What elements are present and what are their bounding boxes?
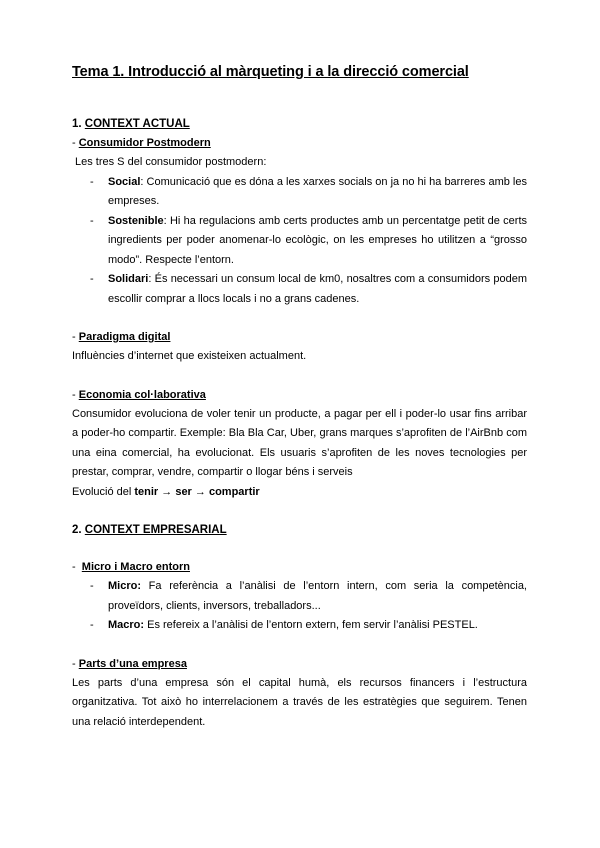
item-term: Micro: — [108, 580, 141, 592]
paradigma-text: Influències d’internet que existeixen actualment. — [72, 350, 307, 362]
subsection-dash: - — [72, 388, 76, 401]
list-item: - Solidari: És necessari un consum local de km0, nosaltres com a consumidors podem escollir comprar a llocs locals i no a grans cadenes. — [90, 273, 527, 305]
section-number: 2. — [72, 524, 82, 536]
item-term: Social — [108, 175, 141, 188]
document-title: Tema 1. Introducció al màrqueting i a la direcció comercial — [72, 64, 469, 80]
subsection-title: Economia col·laborativa — [78, 388, 206, 401]
evolucio-bold: tenir → ser → compartir — [134, 485, 260, 498]
section-number: 1. — [72, 118, 82, 130]
subsection-economia-heading — [72, 386, 527, 405]
subsection-micro-heading — [72, 558, 527, 577]
section-1-heading — [72, 115, 527, 134]
subsection-title: Paradigma digital — [78, 331, 171, 343]
section-title: CONTEXT EMPRESARIAL — [84, 524, 227, 536]
subsection-dash: - — [72, 657, 76, 670]
subsection-consumidor-heading — [72, 134, 527, 153]
list-item: - Sostenible: Hi ha regulacions amb certs productes amb un percentatge petit de certs ingredients per poder anomenar-lo ecològic, on les empreses ho utilitzen a “grosso modo”. Respecte l’entorn. — [90, 214, 527, 266]
section-2-heading — [72, 521, 527, 540]
economia-text: Consumidor evoluciona de voler tenir un producte, a pagar per ell i poder-lo usar fins arribar a poder-ho compartir. Exemple: Bla Bla Car, Uber, grans marques s’aprofiten de l’AirBnb com una eina comercial, ha evolucionat. Els usuaris s’aprofiten de les noves tecnologies per prestar, comprar, vendre, compartir o llogar béns i serveis — [72, 407, 527, 478]
document-page — [72, 62, 527, 732]
parts-text: Les parts d’una empresa són el capital humà, els recursos financers i l’estructura organitzativa. Tot això ho interrelacionem a través de les estratègies que seguirem. Tenen una relació interdependent. — [72, 676, 527, 728]
consumidor-list — [72, 173, 527, 310]
subsection-dash: - — [72, 561, 76, 573]
evolucio-prefix: Evolució del — [72, 485, 135, 498]
economia-evolucio — [72, 483, 527, 503]
item-text: : És necessari un consum local de km0, nosaltres com a consumidors podem escollir comprar a llocs locals i no a grans cadenes. — [108, 273, 527, 305]
micro-list — [72, 577, 527, 636]
list-item: - Macro: Es refereix a l’anàlisi de l’entorn extern, fem servir l’anàlisi PESTEL. — [90, 619, 478, 631]
item-text: : Comunicació que es dóna a les xarxes socials on ja no hi ha barreres amb les empreses. — [108, 175, 527, 207]
subsection-title: Micro i Macro entorn — [81, 561, 190, 573]
subsection-title: Parts d’una empresa — [78, 657, 187, 670]
item-term: Solidari — [108, 273, 149, 285]
item-text: Fa referència a l’anàlisi de l’entorn intern, com seria la competència, proveïdors, clients, inversors, treballadors... — [108, 580, 527, 612]
item-term: Sostenible — [108, 214, 164, 227]
item-term: Macro: — [108, 619, 145, 631]
subsection-dash: - — [72, 137, 76, 149]
subsection-parts-heading — [72, 655, 527, 674]
list-item: - Social: Comunicació que es dóna a les xarxes socials on ja no hi ha barreres amb les empreses. — [90, 175, 527, 207]
section-title: CONTEXT ACTUAL — [84, 118, 190, 130]
item-text: : Hi ha regulacions amb certs productes amb un percentatge petit de certs ingredients per poder anomenar-lo ecològic, on les empreses ho utilitzen a “grosso modo”. Respecte l’entorn. — [108, 214, 527, 266]
item-text: Es refereix a l’anàlisi de l’entorn extern, fem servir l’anàlisi PESTEL. — [144, 619, 478, 631]
subsection-dash: - — [72, 331, 76, 343]
list-item: - Micro: Fa referència a l’anàlisi de l’entorn intern, com seria la competència, proveïdors, clients, inversors, treballadors... — [90, 580, 527, 612]
subsection-paradigma-heading — [72, 328, 527, 347]
subsection-title: Consumidor Postmodern — [78, 137, 211, 149]
consumidor-intro: Les tres S del consumidor postmodern: — [75, 156, 267, 168]
